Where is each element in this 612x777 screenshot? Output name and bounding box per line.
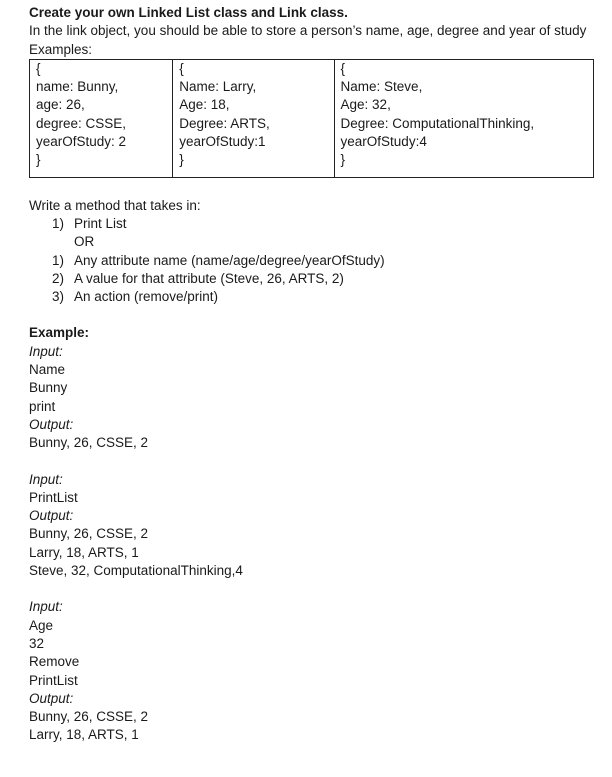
examples-table bbox=[29, 59, 594, 178]
output-line: Bunny, 26, CSSE, 2 bbox=[29, 526, 149, 542]
cell-line: Degree: ARTS, bbox=[179, 115, 270, 131]
output-line: Steve, 32, ComputationalThinking,4 bbox=[29, 563, 243, 579]
or-separator: OR bbox=[74, 234, 95, 250]
input-line: Bunny bbox=[29, 380, 68, 396]
output-label: Output: bbox=[29, 416, 74, 432]
cell-line: } bbox=[340, 152, 346, 168]
cell-line: Age: 32, bbox=[340, 97, 391, 113]
option-list-a bbox=[29, 215, 599, 233]
cell-line: degree: CSSE, bbox=[36, 115, 127, 131]
cell-line: { bbox=[340, 60, 346, 76]
cell-line: } bbox=[179, 152, 184, 168]
input-line: PrintList bbox=[29, 489, 78, 505]
input-label: Input: bbox=[29, 599, 63, 615]
output-line: Larry, 18, ARTS, 1 bbox=[29, 727, 139, 743]
input-line: print bbox=[29, 398, 56, 414]
output-label: Output: bbox=[29, 508, 74, 524]
example-2 bbox=[29, 471, 599, 581]
input-label: Input: bbox=[29, 343, 63, 359]
cell-line: Degree: ComputationalThinking, bbox=[340, 115, 535, 131]
examples-label: Examples: bbox=[29, 41, 93, 57]
option-list-b bbox=[29, 252, 599, 307]
cell-line: yearOfStudy:4 bbox=[340, 134, 427, 150]
table-row bbox=[30, 59, 594, 177]
cell-line: age: 26, bbox=[36, 97, 85, 113]
document-page bbox=[29, 4, 599, 745]
input-label: Input: bbox=[29, 471, 63, 487]
cell-line: Name: Steve, bbox=[340, 79, 423, 95]
example-cell-bunny bbox=[30, 59, 173, 177]
example-cell-steve bbox=[334, 59, 593, 177]
example-heading: Example: bbox=[29, 325, 90, 341]
cell-line: yearOfStudy: 2 bbox=[36, 134, 127, 150]
example-3 bbox=[29, 598, 599, 744]
list-item: 2) A value for that attribute (Steve, 26, ARTS, 2) bbox=[52, 270, 344, 286]
cell-line: { bbox=[179, 60, 184, 76]
cell-line: Name: Larry, bbox=[179, 79, 257, 95]
document-title: Create your own Linked List class and Link class. bbox=[29, 5, 348, 20]
example-cell-larry bbox=[173, 59, 334, 177]
input-line: Remove bbox=[29, 654, 80, 670]
example-1 bbox=[29, 343, 599, 453]
cell-line: name: Bunny, bbox=[36, 79, 119, 95]
method-intro: Write a method that takes in: bbox=[29, 197, 201, 213]
input-line: PrintList bbox=[29, 672, 78, 688]
list-item: 3) An action (remove/print) bbox=[52, 289, 219, 305]
cell-line: } bbox=[36, 152, 41, 168]
cell-line: Age: 18, bbox=[179, 97, 230, 113]
intro-paragraph: In the link object, you should be able to store a person’s name, age, degree and year of study bbox=[29, 23, 587, 39]
list-item: 1) Print List bbox=[52, 215, 127, 231]
cell-line: yearOfStudy:1 bbox=[179, 134, 266, 150]
output-label: Output: bbox=[29, 690, 74, 706]
output-line: Bunny, 26, CSSE, 2 bbox=[29, 709, 149, 725]
output-line: Bunny, 26, CSSE, 2 bbox=[29, 435, 149, 451]
input-line: Age bbox=[29, 617, 54, 633]
list-item: 1) Any attribute name (name/age/degree/yearOfStudy) bbox=[52, 252, 385, 268]
input-line: Name bbox=[29, 362, 66, 378]
input-line: 32 bbox=[29, 635, 45, 651]
cell-line: { bbox=[36, 60, 41, 76]
output-line: Larry, 18, ARTS, 1 bbox=[29, 544, 139, 560]
